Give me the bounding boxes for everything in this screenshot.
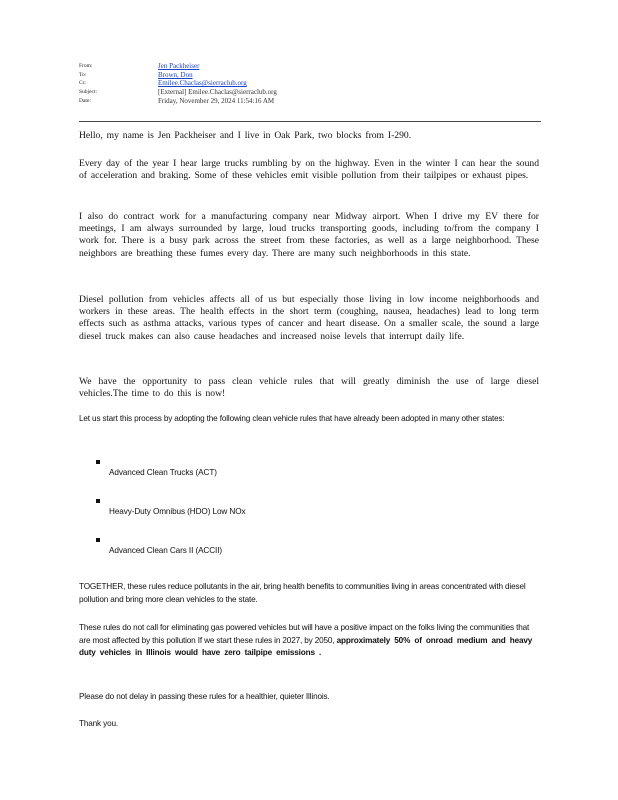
- paragraph-thanks: Thank you.: [79, 719, 119, 728]
- date-value: Friday, November 29, 2024 11:54:16 AM: [158, 96, 275, 105]
- paragraph-work: I also do contract work for a manufacturing company near Midway airport. When I drive my EV there for meetings, I am always surrounded by large, loud trucks transporting goods, including to/from the company I work for. There is a busy park across the street from these factories, as well as a large neighborhood. These neighbors are breathing these fumes every day. There are many such neighborhoods in this state.: [79, 211, 539, 259]
- paragraph-please: Please do not delay in passing these rules for a healthier, quieter Illinois.: [79, 692, 330, 701]
- impact-bold-text: approximately 50% of onroad medium and heavy duty vehicles in Illinois would have zero tailpipe emissions .: [79, 635, 533, 657]
- date-label: Date:: [79, 97, 91, 104]
- bullet-icon: [96, 499, 100, 503]
- paragraph-diesel: Diesel pollution from vehicles affects all of us but especially those living in low income neighborhoods and workers in these areas. The health effects in the short term (coughing, nausea, headaches) lead to long term effects such as asthma attacks, various types of cancer and heart disease. On a smaller scale, the sound a large diesel truck makes can also cause headaches and increased noise levels that interrupt daily life.: [79, 294, 539, 342]
- paragraph-trucks: Every day of the year I hear large trucks rumbling by on the highway. Even in the winter I can hear the sound of acceleration and braking. Some of these vehicles emit visible pollution from their tailpipes or exhaust pipes.: [79, 158, 539, 182]
- paragraph-greeting: Hello, my name is Jen Packheiser and I live in Oak Park, two blocks from I-290.: [79, 130, 412, 141]
- bullet-icon: [96, 460, 100, 464]
- to-label: To:: [79, 71, 87, 78]
- from-row: [79, 62, 540, 71]
- list-item-text: Advanced Clean Cars II (ACCII): [109, 546, 223, 555]
- from-label: From:: [79, 63, 93, 69]
- paragraph-adopt: Let us start this process by adopting the following clean vehicle rules that have already been adopted in many other states:: [79, 414, 505, 423]
- cc-row: [79, 79, 540, 88]
- email-header: [79, 62, 540, 106]
- from-link[interactable]: Jen Packheiser: [158, 62, 200, 70]
- cc-link[interactable]: Emilee.Chaclas@sierraclub.org: [158, 79, 247, 88]
- subject-row: [79, 88, 540, 97]
- subject-value: [External] Emilee.Chaclas@sierraclub.org: [158, 88, 277, 97]
- bullet-icon: [96, 538, 100, 542]
- paragraph-together: TOGETHER, these rules reduce pollutants in the air, bring health benefits to communities living in areas concentrated with diesel pollution and bring more clean vehicles to the state.: [79, 582, 526, 604]
- header-divider: [79, 121, 541, 122]
- to-link[interactable]: Brown, Don: [158, 70, 193, 79]
- impact-text: These rules do not call for eliminating gas powered vehicles but will have a positive impact on the folks living the communities that are most affected by this pollution If we start these rules in 2027, by 2050,: [79, 623, 530, 645]
- paragraph-impact: [79, 622, 534, 660]
- paragraph-opportunity: We have the opportunity to pass clean vehicle rules that will greatly diminish the use of large diesel vehicles.The time to do this is now!: [79, 376, 539, 400]
- list-item-text: Heavy-Duty Omnibus (HDO) Low NOx: [109, 507, 246, 516]
- date-row: [79, 97, 540, 106]
- cc-label: Cc:: [79, 80, 87, 87]
- subject-label: Subject:: [79, 89, 98, 96]
- to-row: [79, 71, 540, 80]
- list-item-text: Advanced Clean Trucks (ACT): [109, 468, 217, 477]
